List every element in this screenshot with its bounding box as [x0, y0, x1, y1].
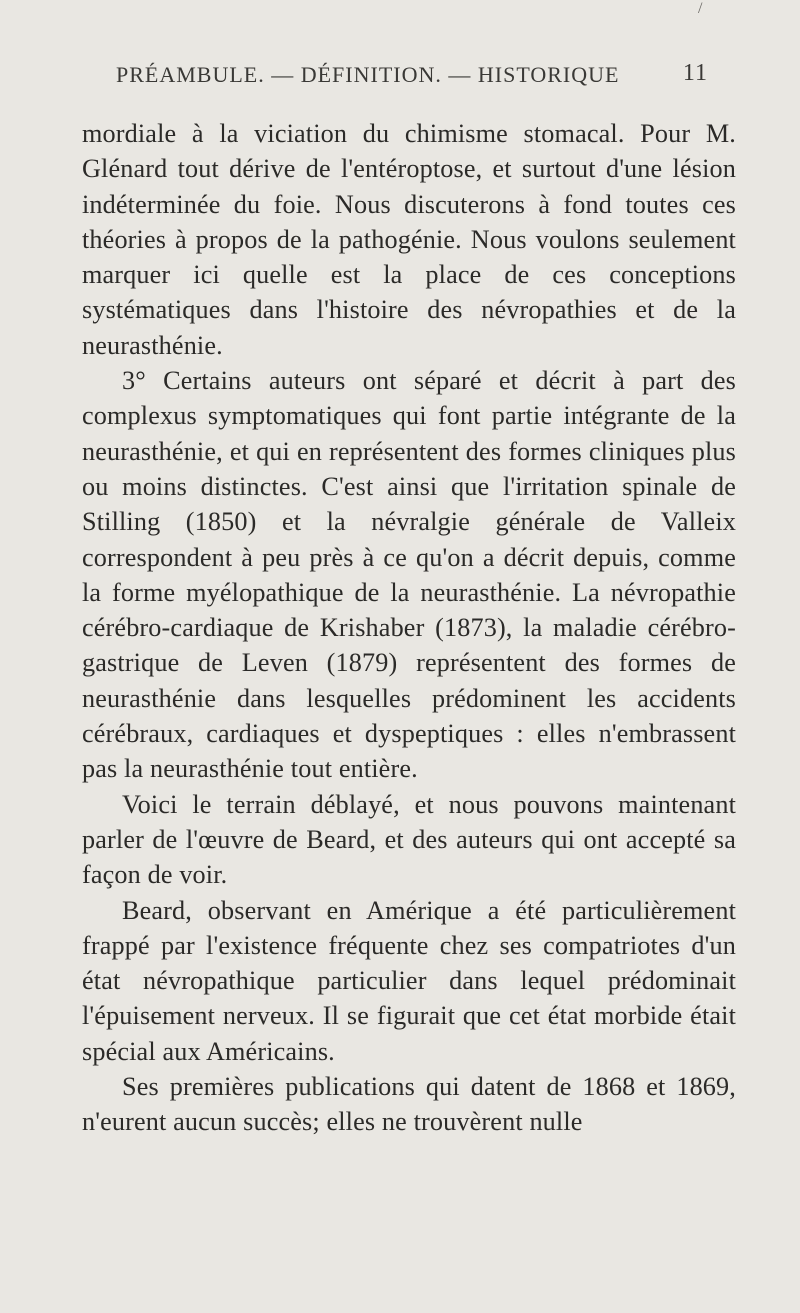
paragraph-terrain-deblaye: Voici le terrain déblayé, et nous pouvons maintenant parler de l'œuvre de Beard, et des auteurs qui ont accepté sa façon de voir. [82, 789, 736, 890]
paragraph-certains-auteurs: 3° Certains auteurs ont séparé et décrit à part des complexus symptomatiques qui font partie intégrante de la neurasthénie, et qui en représentent des formes cliniques plus ou moins distinctes. C'est ainsi que l'irritation spinale de Stilling (1850) et la névralgie générale de Valleix correspondent à peu près à ce qu'on a décrit depuis, comme la forme myélopathique de la neurasthénie. La névropathie cérébro-cardiaque de Krishaber (1873), la maladie cérébro-gastrique de Leven (1879) représentent des formes de neurasthénie dans lesquelles prédominent les accidents cérébraux, cardiaques et dyspeptiques : elles n'embrassent pas la neurasthénie tout entière. [82, 366, 736, 784]
body-text [82, 116, 736, 1140]
paragraph-premieres-publications: Ses premières publications qui datent de 1868 et 1869, n'eurent aucun succès; elles ne trouvèrent nulle [82, 1072, 736, 1137]
page-number: 11 [682, 60, 708, 86]
corner-mark: / [698, 0, 703, 17]
running-head [82, 22, 736, 87]
paragraph-beard-amerique: Beard, observant en Amérique a été particulièrement frappé par l'existence fréquente chez ses compatriotes d'un état névropathique particulier dans lequel prédominait l'épuisement nerveux. Il se figurait que cet état morbide était spécial aux Américains. [82, 895, 736, 1066]
paragraph-continuation: mordiale à la viciation du chimisme stomacal. Pour M. Glénard tout dérive de l'entéroptose, et surtout d'une lésion indéterminée du foie. Nous discuterons à fond toutes ces théories à propos de la pathogénie. Nous voulons seulement marquer ici quelle est la place de ces conceptions systématiques dans l'histoire des névropathies et de la neurasthénie. [82, 119, 736, 360]
running-title: PRÉAMBULE. — DÉFINITION. — HISTORIQUE [116, 62, 620, 87]
